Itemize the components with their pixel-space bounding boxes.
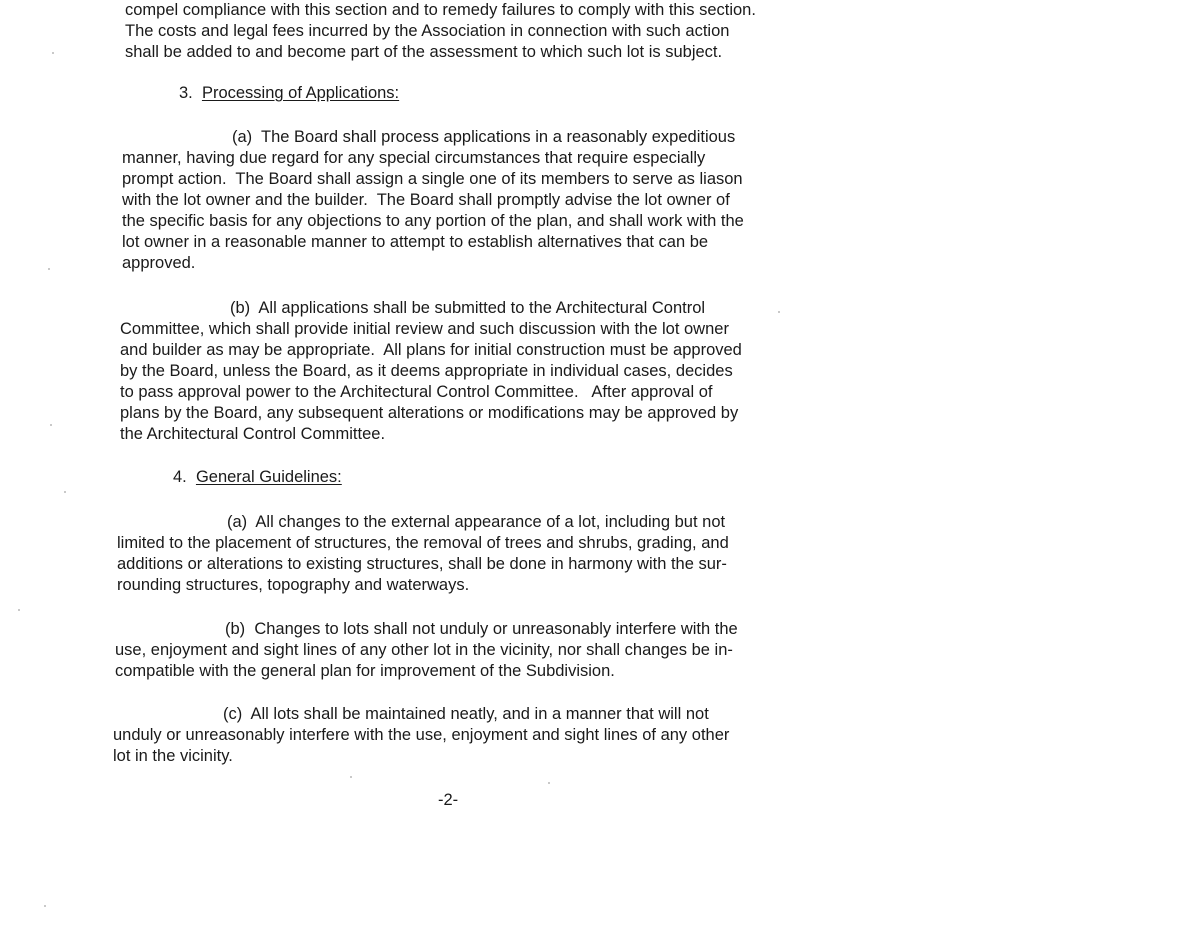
text-line: unduly or unreasonably interfere with the use, enjoyment and sight lines of any other: [113, 726, 730, 744]
scan-speck: [44, 905, 46, 907]
text-line: lot owner in a reasonable manner to attempt to establish alternatives that can be: [122, 233, 709, 251]
scan-speck: [50, 424, 52, 426]
text-line: compatible with the general plan for improvement of the Subdivision.: [115, 662, 615, 680]
section-heading: [179, 83, 399, 103]
text-line: the specific basis for any objections to any portion of the plan, and shall work with the: [122, 212, 744, 230]
scan-speck: [52, 52, 54, 54]
scan-speck: [350, 776, 352, 778]
text-line: with the lot owner and the builder. The Board shall promptly advise the lot owner of: [122, 191, 730, 209]
text-line: (a) All changes to the external appearance of a lot, including but not: [227, 513, 726, 531]
page-number: -2-: [438, 791, 459, 809]
text-line: plans by the Board, any subsequent alterations or modifications may be approved by: [120, 404, 739, 422]
text-line: compel compliance with this section and to remedy failures to comply with this section.: [125, 1, 756, 19]
section-title: General Guidelines:: [195, 468, 342, 486]
text-line: by the Board, unless the Board, as it deems appropriate in individual cases, decides: [120, 362, 733, 380]
scan-speck: [548, 782, 550, 784]
section-title: Processing of Applications:: [201, 84, 400, 102]
text-line: manner, having due regard for any special circumstances that require especially: [122, 149, 706, 167]
text-line: limited to the placement of structures, the removal of trees and shrubs, grading, and: [117, 534, 729, 552]
text-line: use, enjoyment and sight lines of any other lot in the vicinity, nor shall changes be in-: [115, 641, 733, 659]
text-line: additions or alterations to existing structures, shall be done in harmony with the sur-: [117, 555, 727, 573]
text-line: lot in the vicinity.: [113, 747, 233, 765]
text-line: shall be added to and become part of the assessment to which such lot is subject.: [125, 43, 723, 61]
text-line: The costs and legal fees incurred by the Association in connection with such action: [125, 22, 730, 40]
text-line: (c) All lots shall be maintained neatly, and in a manner that will not: [223, 705, 709, 723]
text-line: the Architectural Control Committee.: [120, 425, 386, 443]
text-line: to pass approval power to the Architectural Control Committee. After approval of: [120, 383, 713, 401]
text-line: (b) All applications shall be submitted to the Architectural Control: [230, 299, 706, 317]
scan-speck: [64, 491, 66, 493]
scan-speck: [778, 311, 780, 313]
text-line: approved.: [122, 254, 196, 272]
scan-speck: [18, 609, 20, 611]
text-line: Committee, which shall provide initial review and such discussion with the lot owner: [120, 320, 729, 338]
text-line: prompt action. The Board shall assign a single one of its members to serve as liason: [122, 170, 743, 188]
text-line: rounding structures, topography and waterways.: [117, 576, 470, 594]
section-number: 3.: [179, 84, 193, 102]
text-line: (b) Changes to lots shall not unduly or unreasonably interfere with the: [225, 620, 738, 638]
section-heading: [173, 467, 342, 487]
scan-speck: [48, 268, 50, 270]
text-line: (a) The Board shall process applications in a reasonably expeditious: [232, 128, 736, 146]
text-line: and builder as may be appropriate. All plans for initial construction must be approved: [120, 341, 742, 359]
section-number: 4.: [173, 468, 187, 486]
